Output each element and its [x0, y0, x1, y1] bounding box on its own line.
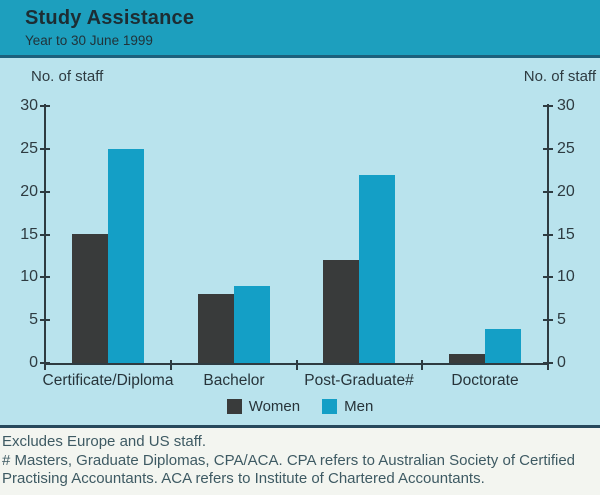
y-tick-label-left-5: 5 — [29, 311, 38, 329]
bar-women-certificate-diploma — [72, 234, 108, 363]
footnote-exclusion: Excludes Europe and US staff. — [2, 433, 207, 450]
chart-area — [0, 58, 600, 428]
y-tick-left-5 — [40, 319, 50, 321]
right-axis-caption: No. of staff — [523, 68, 596, 85]
y-tick-label-right-20: 20 — [557, 182, 575, 200]
y-tick-right-25 — [543, 148, 553, 150]
chart-legend — [0, 398, 600, 415]
x-tick-2 — [296, 360, 298, 370]
y-tick-label-right-25: 25 — [557, 139, 575, 157]
y-tick-label-left-30: 30 — [20, 97, 38, 114]
legend-swatch-men — [322, 399, 337, 414]
y-tick-label-left-20: 20 — [20, 182, 38, 200]
bar-women-post-graduate — [323, 260, 359, 363]
y-tick-label-right-5: 5 — [557, 311, 566, 329]
y-tick-label-right-15: 15 — [557, 225, 575, 243]
bar-men-certificate-diploma — [108, 149, 144, 363]
footnote-definitions: # Masters, Graduate Diplomas, CPA/ACA. CPA refers to Australian Society of Certified Practising Accountants. ACA refers to Institute of Chartered Accountants. — [2, 451, 576, 487]
x-axis-label-post-graduate: Post-Graduate# — [304, 372, 414, 389]
y-tick-label-right-10: 10 — [557, 268, 575, 286]
plot-region — [0, 58, 600, 425]
y-tick-label-left-0: 0 — [29, 354, 38, 371]
y-tick-label-left-15: 15 — [20, 225, 38, 243]
legend-item-women — [227, 398, 300, 415]
x-tick-1 — [170, 360, 172, 370]
bar-men-doctorate — [485, 329, 521, 363]
footnotes-section — [0, 428, 600, 495]
y-tick-label-left-25: 25 — [20, 139, 38, 157]
legend-label-women: Women — [248, 398, 301, 415]
chart-header — [0, 0, 600, 58]
y-tick-left-30 — [40, 105, 50, 107]
y-tick-label-left-10: 10 — [20, 268, 38, 286]
y-tick-right-5 — [543, 319, 553, 321]
legend-item-men — [322, 398, 373, 415]
bar-men-post-graduate — [359, 175, 395, 363]
y-tick-label-right-30: 30 — [557, 97, 575, 114]
x-tick-4 — [547, 360, 549, 370]
y-tick-left-25 — [40, 148, 50, 150]
y-tick-right-20 — [543, 191, 553, 193]
legend-label-men: Men — [344, 398, 374, 415]
bar-women-doctorate — [449, 354, 485, 363]
y-tick-left-20 — [40, 191, 50, 193]
legend-swatch-women — [227, 399, 242, 414]
y-tick-right-10 — [543, 276, 553, 278]
y-tick-left-15 — [40, 234, 50, 236]
left-axis-caption: No. of staff — [31, 68, 104, 85]
y-tick-right-30 — [543, 105, 553, 107]
x-axis-label-doctorate: Doctorate — [451, 372, 519, 389]
bar-women-bachelor — [198, 294, 234, 363]
x-tick-0 — [44, 360, 46, 370]
chart-title: Study Assistance — [25, 7, 195, 29]
x-tick-3 — [421, 360, 423, 370]
chart-subtitle: Year to 30 June 1999 — [25, 33, 153, 48]
x-axis-label-bachelor: Bachelor — [203, 372, 265, 389]
y-tick-left-10 — [40, 276, 50, 278]
y-tick-right-15 — [543, 234, 553, 236]
y-tick-label-right-0: 0 — [557, 354, 566, 371]
bar-men-bachelor — [234, 286, 270, 363]
x-axis-label-certificate-diploma: Certificate/Diploma — [42, 372, 174, 389]
